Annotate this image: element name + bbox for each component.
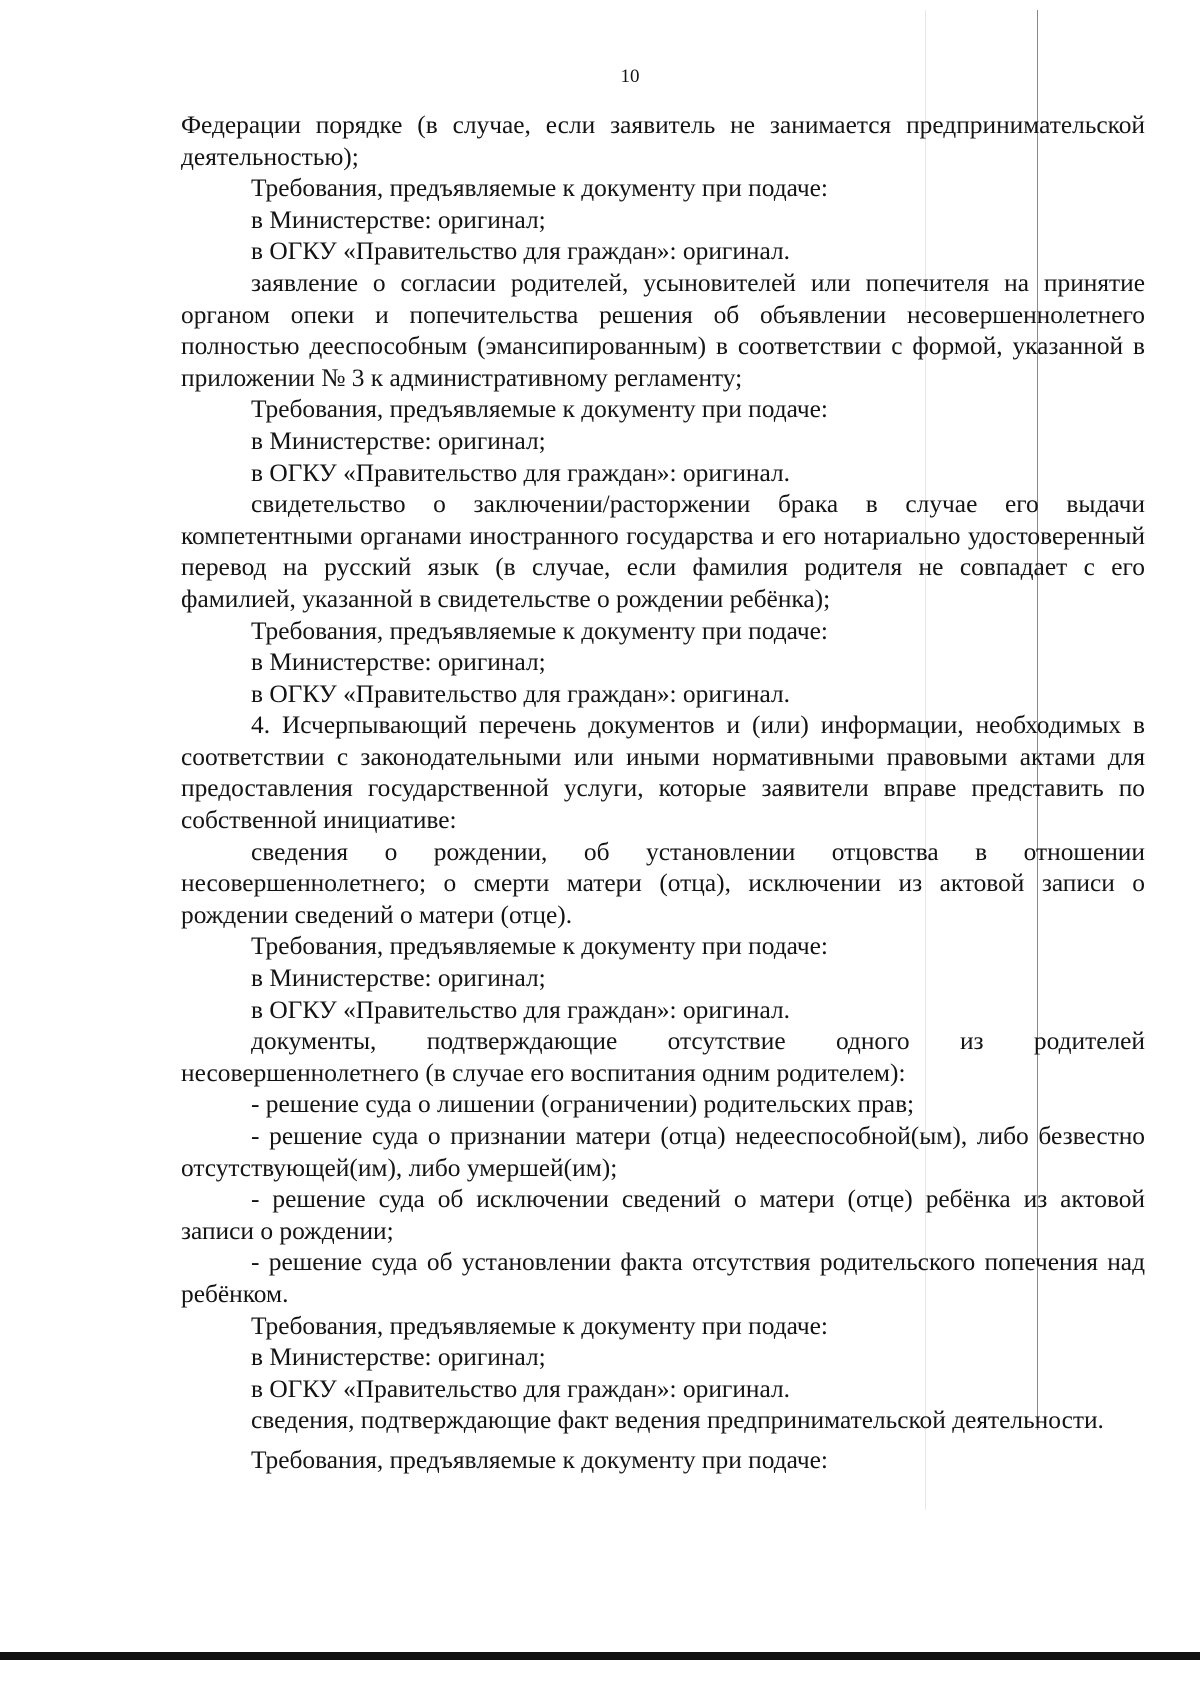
paragraph: Федерации порядке (в случае, если заявитель не занимается предпринимательской деятельностью); [181, 111, 1145, 171]
paragraph: Требования, предъявляемые к документу при подаче: [251, 932, 828, 961]
paragraph: в Министерстве: оригинал; [251, 964, 546, 993]
paragraph: сведения, подтверждающие факт ведения предпринимательской деятельности. [251, 1406, 1104, 1435]
paragraph: в Министерстве: оригинал; [251, 1343, 546, 1372]
document-body [181, 110, 1145, 1477]
paragraph: в ОГКУ «Правительство для граждан»: оригинал. [251, 679, 791, 708]
paragraph: в Министерстве: оригинал; [251, 426, 546, 455]
page-number: 10 [620, 66, 640, 87]
paragraph: заявление о согласии родителей, усыновителей или попечителя на принятие органом опеки и попечительства решения об объявлении несовершеннолетнего полностью дееспособным (эмансипированным) в соответствии с формой, указанной в приложении № 3 к административному регламенту; [181, 268, 1145, 392]
paragraph: свидетельство о заключении/расторжении брака в случае его выдачи компетентными органами иностранного государства и его нотариально удостоверенный перевод на русский язык (в случае, если фамилия родителя не совпадает с его фамилией, указанной в свидетельстве о рождении ребёнка); [181, 490, 1145, 613]
paragraph: в Министерстве: оригинал; [251, 648, 546, 677]
paragraph: Требования, предъявляемые к документу при подаче: [251, 1445, 828, 1474]
paragraph: - решение суда о признании матери (отца) недееспособной(ым), либо безвестно отсутствующей(им), либо умершей(им); [181, 1122, 1145, 1182]
paragraph: - решение суда о лишении (ограничении) родительских прав; [251, 1090, 915, 1119]
paragraph: - решение суда об исключении сведений о матери (отце) ребёнка из актовой записи о рождении; [181, 1185, 1145, 1245]
paragraph: в Министерстве: оригинал; [251, 205, 546, 234]
paragraph: - решение суда об установлении факта отсутствия родительского попечения над ребёнком. [181, 1248, 1145, 1308]
paragraph: Требования, предъявляемые к документу при подаче: [251, 616, 828, 645]
paragraph: Требования, предъявляемые к документу при подаче: [251, 1311, 828, 1340]
paragraph: 4. Исчерпывающий перечень документов и (или) информации, необходимых в соответствии с законодательными или иными нормативными правовыми актами для предоставления государственной услуги, которые заявители вправе представить по собственной инициативе: [181, 711, 1145, 835]
paragraph: Требования, предъявляемые к документу при подаче: [251, 174, 828, 203]
paragraph: в ОГКУ «Правительство для граждан»: оригинал. [251, 995, 791, 1024]
paragraph: документы, подтверждающие отсутствие одного из родителей несовершеннолетнего (в случае его воспитания одним родителем): [181, 1027, 1145, 1087]
paragraph: в ОГКУ «Правительство для граждан»: оригинал. [251, 237, 791, 266]
paragraph: в ОГКУ «Правительство для граждан»: оригинал. [251, 458, 791, 487]
scan-bottom-edge [0, 1652, 1200, 1660]
paragraph: Требования, предъявляемые к документу при подаче: [251, 395, 828, 424]
paragraph: сведения о рождении, об установлении отцовства в отношении несовершеннолетнего; о смерти матери (отца), исключении из актовой записи о рождении сведений о матери (отце). [181, 837, 1145, 929]
paragraph: в ОГКУ «Правительство для граждан»: оригинал. [251, 1374, 791, 1403]
